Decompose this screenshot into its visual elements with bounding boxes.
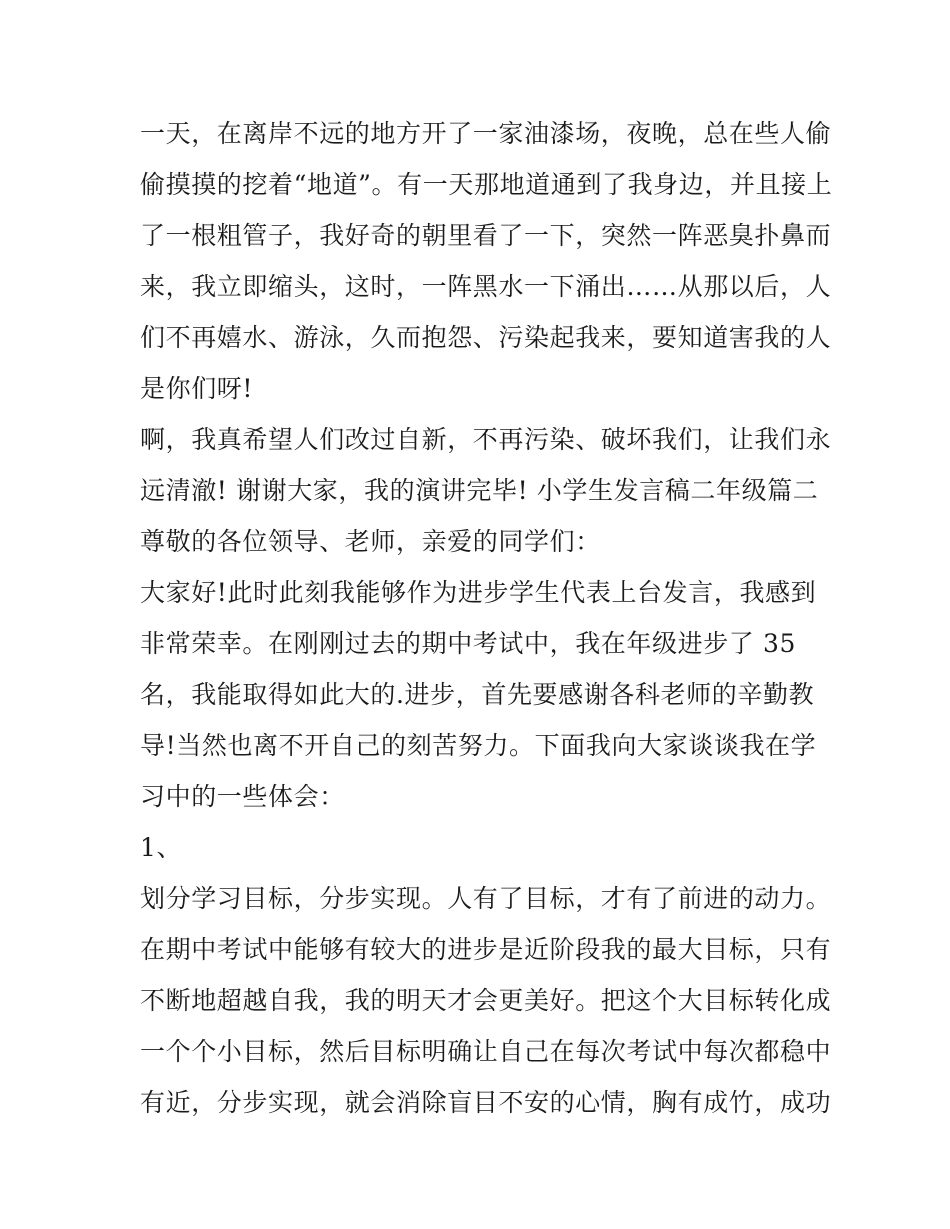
text-line-9: 尊敬的各位领导、老师，亲爱的同学们： [140, 527, 601, 556]
text-line-14: 习中的一些体会： [140, 782, 345, 811]
text-line-5: 们不再嬉水、游泳，久而抱怨、污染起我来，要知道害我的人 [140, 323, 832, 352]
text-line-2: 偷摸摸的挖着“地道”。有一天那地道通到了我身边，并且接上 [140, 170, 833, 199]
text-line-6: 是你们呀! [140, 374, 254, 403]
text-line-13: 导!当然也离不开自己的刻苦努力。下面我向大家谈谈我在学 [140, 731, 817, 760]
text-line-16: 划分学习目标，分步实现。人有了目标，才有了前进的动力。 [140, 884, 832, 913]
text-line-17: 在期中考试中能够有较大的进步是近阶段我的最大目标，只有 [140, 935, 832, 964]
text-line-4: 来，我立即缩头，这时，一阵黑水一下涌出……从那以后，人 [140, 272, 832, 301]
text-line-15: 1、 [140, 833, 183, 862]
text-line-1: 一天，在离岸不远的地方开了一家油漆场，夜晚，总在些人偷 [140, 119, 832, 148]
document-body [140, 108, 833, 1128]
text-line-3: 了一根粗管子，我好奇的朝里看了一下，突然一阵恶臭扑鼻而 [140, 221, 832, 250]
text-line-10: 大家好!此时此刻我能够作为进步学生代表上台发言，我感到 [140, 578, 817, 607]
text-line-12: 名，我能取得如此大的.进步，首先要感谢各科老师的辛勤教 [140, 680, 815, 709]
text-line-19: 一个个小目标，然后目标明确让自己在每次考试中每次都稳中 [140, 1037, 832, 1066]
text-line-11: 非常荣幸。在刚刚过去的期中考试中，我在年级进步了 35 [140, 629, 796, 658]
text-line-18: 不断地超越自我，我的明天才会更美好。把这个大目标转化成 [140, 986, 832, 1015]
text-line-20: 有近，分步实现，就会消除盲目不安的心情，胸有成竹，成功 [140, 1088, 832, 1117]
text-line-7: 啊，我真希望人们改过自新，不再污染、破坏我们，让我们永 [140, 425, 832, 454]
text-line-8: 远清澈! 谢谢大家，我的演讲完毕! 小学生发言稿二年级篇二 [140, 476, 819, 505]
